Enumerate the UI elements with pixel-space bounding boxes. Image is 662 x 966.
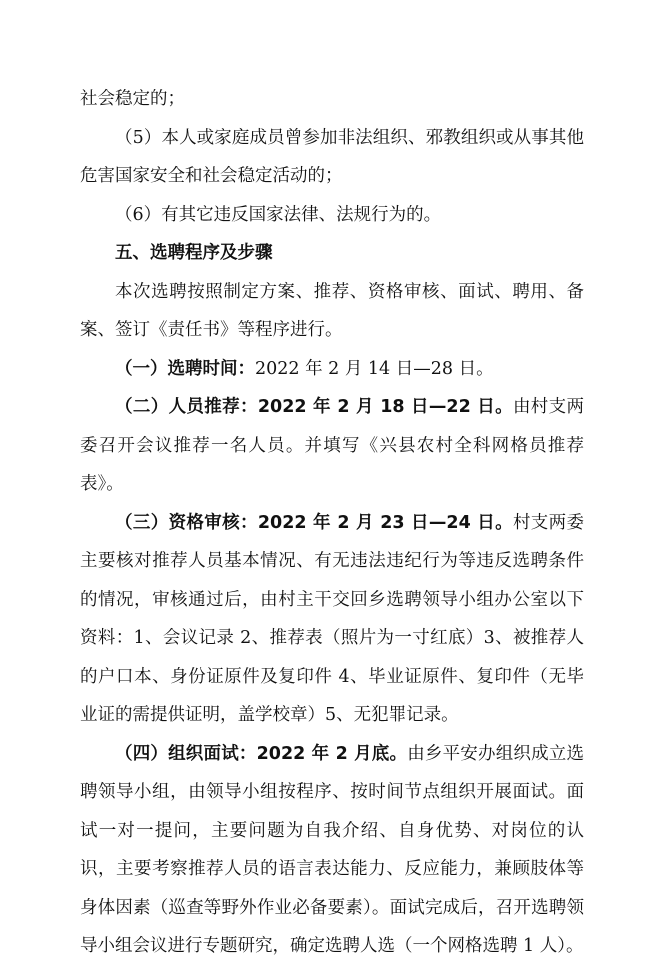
step-4-text: 由乡平安办组织成立选聘领导小组，由领导小组按程序、按时间节点组织开展面试。面试一对一提问，主要问题为自我介绍、自身优势、对岗位的认识，主要考察推荐人员的语言表达能力、反应能力，兼顾肢体等身体因素（巡查等野外作业必备要素）。面试完成后，召开选聘领导小组会议进行专题研究，确定选聘人选（一个网格选聘 1 人）。 xyxy=(80,743,584,956)
step-1 xyxy=(80,350,584,389)
paragraph-intro: 本次选聘按照制定方案、推荐、资格审核、面试、聘用、备案、签订《责任书》等程序进行。 xyxy=(80,281,584,340)
step-3-text: 村支两委主要核对推荐人员基本情况、有无违法违纪行为等违反选聘条件的情况，审核通过后，由村主干交回乡选聘领导小组办公室以下资料：1、会议记录 2、推荐表（照片为一寸红底）3、被推荐人的户口本、身份证原件及复印件 4、毕业证原件、复印件（无毕业证的需提供证明，盖学校章）5、无犯罪记录。 xyxy=(80,512,585,725)
step-2 xyxy=(80,388,584,504)
step-3 xyxy=(80,504,584,735)
paragraph-item-5: （5）本人或家庭成员曾参加非法组织、邪教组织或从事其他危害国家安全和社会稳定活动的； xyxy=(80,127,584,186)
step-2-label: （二）人员推荐： xyxy=(115,397,258,417)
step-2-text: 由村支两委召开会议推荐一名人员。并填写《兴县农村全科网格员推荐表》。 xyxy=(80,397,585,494)
step-3-date: 2022 年 2 月 23 日—24 日。 xyxy=(257,512,513,533)
step-4 xyxy=(80,735,584,966)
step-1-date: 2022 年 2 月 14 日—28 日。 xyxy=(255,358,494,379)
step-1-label: （一）选聘时间： xyxy=(115,358,255,379)
step-2-date: 2022 年 2 月 18 日—22 日。 xyxy=(257,397,513,417)
step-3-label: （三）资格审核： xyxy=(115,512,258,533)
step-4-date: 2022 年 2 月底。 xyxy=(256,743,408,764)
section-heading: 五、选聘程序及步骤 xyxy=(115,243,273,263)
paragraph-continuation: 社会稳定的； xyxy=(80,89,185,109)
step-4-label: （四）组织面试： xyxy=(115,743,257,764)
paragraph-item-6: （6）有其它违反国家法律、法规行为的。 xyxy=(115,204,442,225)
